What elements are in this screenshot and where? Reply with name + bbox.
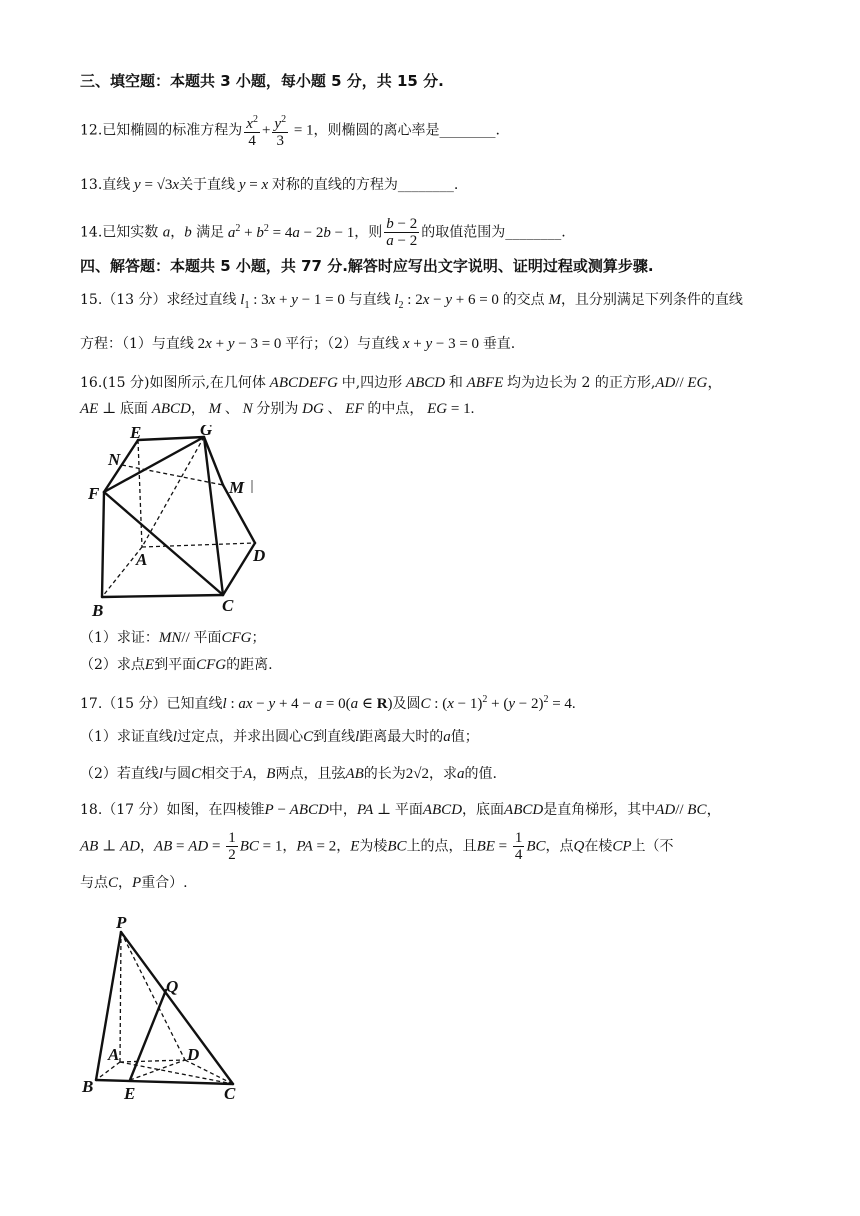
q17-part1-b: 过定点，并求出圆心 bbox=[177, 729, 304, 745]
label-D: D bbox=[187, 1045, 200, 1064]
q14-prefix: 14.已知实数 bbox=[80, 224, 159, 241]
q13-prefix: 13.直线 bbox=[80, 177, 131, 193]
q16-text-5: 底面 bbox=[119, 401, 148, 417]
q16-text-1: 16.(15 分)如图所示,在几何体 bbox=[80, 375, 266, 391]
q17-text-2: 及圆 bbox=[392, 696, 421, 712]
q18-text-2: 中， bbox=[328, 802, 357, 818]
q16-text-2: 中,四边形 bbox=[341, 375, 403, 391]
q18-text-9: 为棱 bbox=[359, 838, 388, 855]
q17-part2-h: 的值. bbox=[464, 766, 497, 782]
q17-text-1: 17.（15 分）已知直线 bbox=[80, 696, 223, 712]
q15-text-1: 15.（13 分）求经过直线 bbox=[80, 292, 237, 308]
q16-part2-a: （2）求点 bbox=[80, 657, 145, 673]
q13-suffix: 对称的直线的方程为________. bbox=[271, 177, 459, 193]
edge-FC bbox=[104, 492, 223, 595]
question-13: 13.直线 y = √3x关于直线 y = x 对称的直线的方程为________. bbox=[80, 177, 459, 193]
edge-EA bbox=[138, 440, 142, 547]
label-C: C bbox=[222, 596, 234, 615]
edge-AD bbox=[142, 543, 255, 547]
question-16-line-2: AE ⊥ 底面 ABCD， M 、 N 分别为 DG 、 EF 的中点， EG = 1. bbox=[80, 401, 475, 417]
q18-text-14: 与点 bbox=[80, 875, 108, 891]
q16-text-6: ， bbox=[190, 401, 205, 417]
q12-frac-y: $\frac{y^2}{3}$ bbox=[274, 114, 287, 149]
q16-part2-c: 的距离. bbox=[226, 657, 273, 673]
q17-part1-d: 距离最大时的 bbox=[359, 729, 444, 745]
q16-part-2: （2）求点E到平面CFG的距离. bbox=[80, 657, 273, 673]
q16-part-1: （1）求证：MN// 平面CFG； bbox=[80, 630, 266, 646]
label-D: D bbox=[253, 546, 266, 565]
question-18-line-2: AB ⊥ AD，AB = AD = $\frac{1}{2}$ BC = 1，PA = 2，E为棱BC上的点，且BE = $\frac{1}{4}$ BC，点Q在棱CP上（不 bbox=[80, 830, 674, 863]
q18-frac-half: $\frac{1}{2}$ bbox=[228, 830, 236, 863]
edge-EQ bbox=[130, 990, 166, 1080]
question-18-line-3: 与点C，P重合）. bbox=[80, 875, 188, 891]
question-17-line-1: 17.（15 分）已知直线l : ax − y + 4 − a = 0(a ∈ R)及圆C : $(x - 1)^2 + (y - 2)^2 = 4$. bbox=[80, 694, 576, 712]
label-G: G bbox=[200, 425, 213, 439]
q17-part2-b: 与圆 bbox=[163, 766, 192, 782]
q17-part2-f: 的长为 bbox=[363, 766, 406, 782]
q16-text-8: 分别为 bbox=[256, 401, 299, 417]
q16-part1-c: ； bbox=[251, 630, 266, 646]
question-15-line-2: 方程：（1）与直线 2x + y − 3 = 0 平行；（2）与直线 x + y − 3 = 0 垂直. bbox=[80, 336, 516, 352]
label-E: E bbox=[124, 1084, 136, 1103]
edge-PD bbox=[121, 932, 185, 1060]
q14-cond: 满足 bbox=[196, 224, 225, 241]
question-18-line-1: 18.（17 分）如图，在四棱锥P − ABCD中，PA ⊥ 平面ABCD，底面ABCD是直角梯形，其中AD// BC， bbox=[80, 802, 722, 818]
q18-text-5: 是直角梯形，其中 bbox=[543, 802, 656, 818]
q18-text-13: 上（不 bbox=[631, 838, 674, 855]
edge-BC bbox=[102, 595, 223, 597]
q15-text-6: 平行；（2）与直线 bbox=[285, 336, 400, 352]
q16-text-9: 、 bbox=[327, 401, 342, 417]
q18-text-4: ，底面 bbox=[462, 802, 505, 818]
q14-var-b: b bbox=[184, 224, 192, 241]
q17-part2-e: 两点，且弦 bbox=[275, 766, 346, 782]
q18-text-1: 18.（17 分）如图，在四棱锥 bbox=[80, 802, 265, 818]
edge-ED bbox=[130, 1060, 185, 1080]
q14-frac: $\frac{b - 2}{a - 2}$ bbox=[386, 216, 418, 249]
q15-text-2: 与直线 bbox=[348, 292, 391, 308]
q15-text-4: ，且分别满足下列条件的直线 bbox=[560, 292, 743, 308]
q17-part-1: （1）求证直线l过定点，并求出圆心C到直线l距离最大时的a值； bbox=[80, 729, 479, 745]
q13-middle: 关于直线 bbox=[179, 177, 236, 193]
question-14: 14.已知实数 a，b 满足 $a^2 + b^2 = 4a - 2b - 1$，则 $\frac{b - 2}{a - 2}$ 的取值范围为________. bbox=[80, 216, 566, 249]
q18-text-16: 重合）. bbox=[141, 875, 188, 891]
q18-figure bbox=[78, 912, 253, 1107]
label-C: C bbox=[224, 1084, 236, 1103]
q18-text-8: ， bbox=[336, 838, 351, 855]
q18-text-11: ，点 bbox=[545, 838, 574, 855]
label-N: N bbox=[108, 450, 121, 469]
q17-part-2: （2）若直线l与圆C相交于A，B两点，且弦AB的长为2√2，求a的值. bbox=[80, 766, 497, 782]
q14-comma: ， bbox=[170, 224, 185, 241]
label-P: P bbox=[116, 913, 127, 932]
q17-part1-e: 值； bbox=[450, 729, 479, 745]
edge-AD bbox=[120, 1060, 185, 1062]
q17-part2-c: 相交于 bbox=[201, 766, 244, 782]
section-3-title: 三、填空题：本题共 3 小题，每小题 5 分，共 15 分. bbox=[80, 72, 444, 90]
q12-prefix: 12.已知椭圆的标准方程为 bbox=[80, 122, 243, 139]
q18-text-10: 上的点，且 bbox=[406, 838, 477, 855]
edge-PA bbox=[120, 932, 121, 1062]
q16-part2-b: 到平面 bbox=[154, 657, 197, 673]
label-E: E bbox=[130, 425, 142, 442]
q16-text-3: 和 bbox=[448, 375, 463, 391]
q18-text-12: 在棱 bbox=[584, 838, 613, 855]
q15-text-7: 垂直. bbox=[482, 336, 516, 352]
q18-text-3: 平面 bbox=[394, 802, 423, 818]
label-A: A bbox=[108, 1045, 120, 1064]
q17-part2-a: （2）若直线 bbox=[80, 766, 159, 782]
q18-text-15: ， bbox=[118, 875, 133, 891]
q18-frac-quarter: $\frac{1}{4}$ bbox=[514, 830, 523, 863]
q17-part1-a: （1）求证直线 bbox=[80, 729, 173, 745]
q12-suffix: ，则椭圆的离心率是________. bbox=[313, 122, 500, 139]
question-15-line-1: 15.（13 分）求经过直线 $l_1$ : 3x + y − 1 = 0 与直线 $l_2$ : 2x − y + 6 = 0 的交点 M，且分别满足下列条件的直线 bbox=[80, 292, 743, 311]
q18-text-6: ， bbox=[139, 838, 154, 855]
q16-part1-a: （1）求证： bbox=[80, 630, 159, 646]
label-B: B bbox=[82, 1077, 94, 1096]
q18-text-7: ， bbox=[282, 838, 297, 855]
label-F: F bbox=[88, 484, 100, 503]
question-12: 12.已知椭圆的标准方程为 $\frac{x^2}{4}$ + $\frac{y^2}{3}$ = 1，则椭圆的离心率是________. bbox=[80, 114, 500, 149]
edge-FB bbox=[102, 492, 104, 597]
question-16-line-1: 16.(15 分)如图所示,在几何体 ABCDEFG 中,四边形 ABCD 和 ABFE 均为边长为 2 的正方形,AD// EG， bbox=[80, 375, 723, 391]
q16-part1-b: 平面 bbox=[193, 630, 222, 646]
label-B: B bbox=[92, 601, 104, 620]
q15-text-5: 方程：（1）与直线 bbox=[80, 336, 194, 352]
label-Q: Q bbox=[166, 977, 179, 996]
edge-CD bbox=[223, 543, 255, 595]
q17-part1-c: 到直线 bbox=[313, 729, 356, 745]
q12-frac-x: $\frac{x^2}{4}$ bbox=[246, 114, 258, 149]
q16-figure bbox=[80, 425, 280, 620]
section-4-title: 四、解答题：本题共 5 小题，共 77 分.解答时应写出文字说明、证明过程或测算步骤. bbox=[80, 257, 654, 275]
q17-part2-d: ， bbox=[252, 766, 267, 782]
q17-part2-g: ，求 bbox=[429, 766, 458, 782]
q14-then: ，则 bbox=[354, 224, 383, 241]
q14-var-a: a bbox=[162, 224, 171, 241]
label-A: A bbox=[136, 550, 148, 569]
q16-text-10: 的中点， bbox=[367, 401, 424, 417]
q16-text-4: 均为边长为 2 的正方形, bbox=[507, 375, 656, 391]
label-M: M bbox=[229, 478, 245, 497]
q14-suffix: 的取值范围为________. bbox=[421, 224, 566, 241]
q15-text-3: 的交点 bbox=[502, 292, 545, 308]
q16-text-7: 、 bbox=[224, 401, 239, 417]
